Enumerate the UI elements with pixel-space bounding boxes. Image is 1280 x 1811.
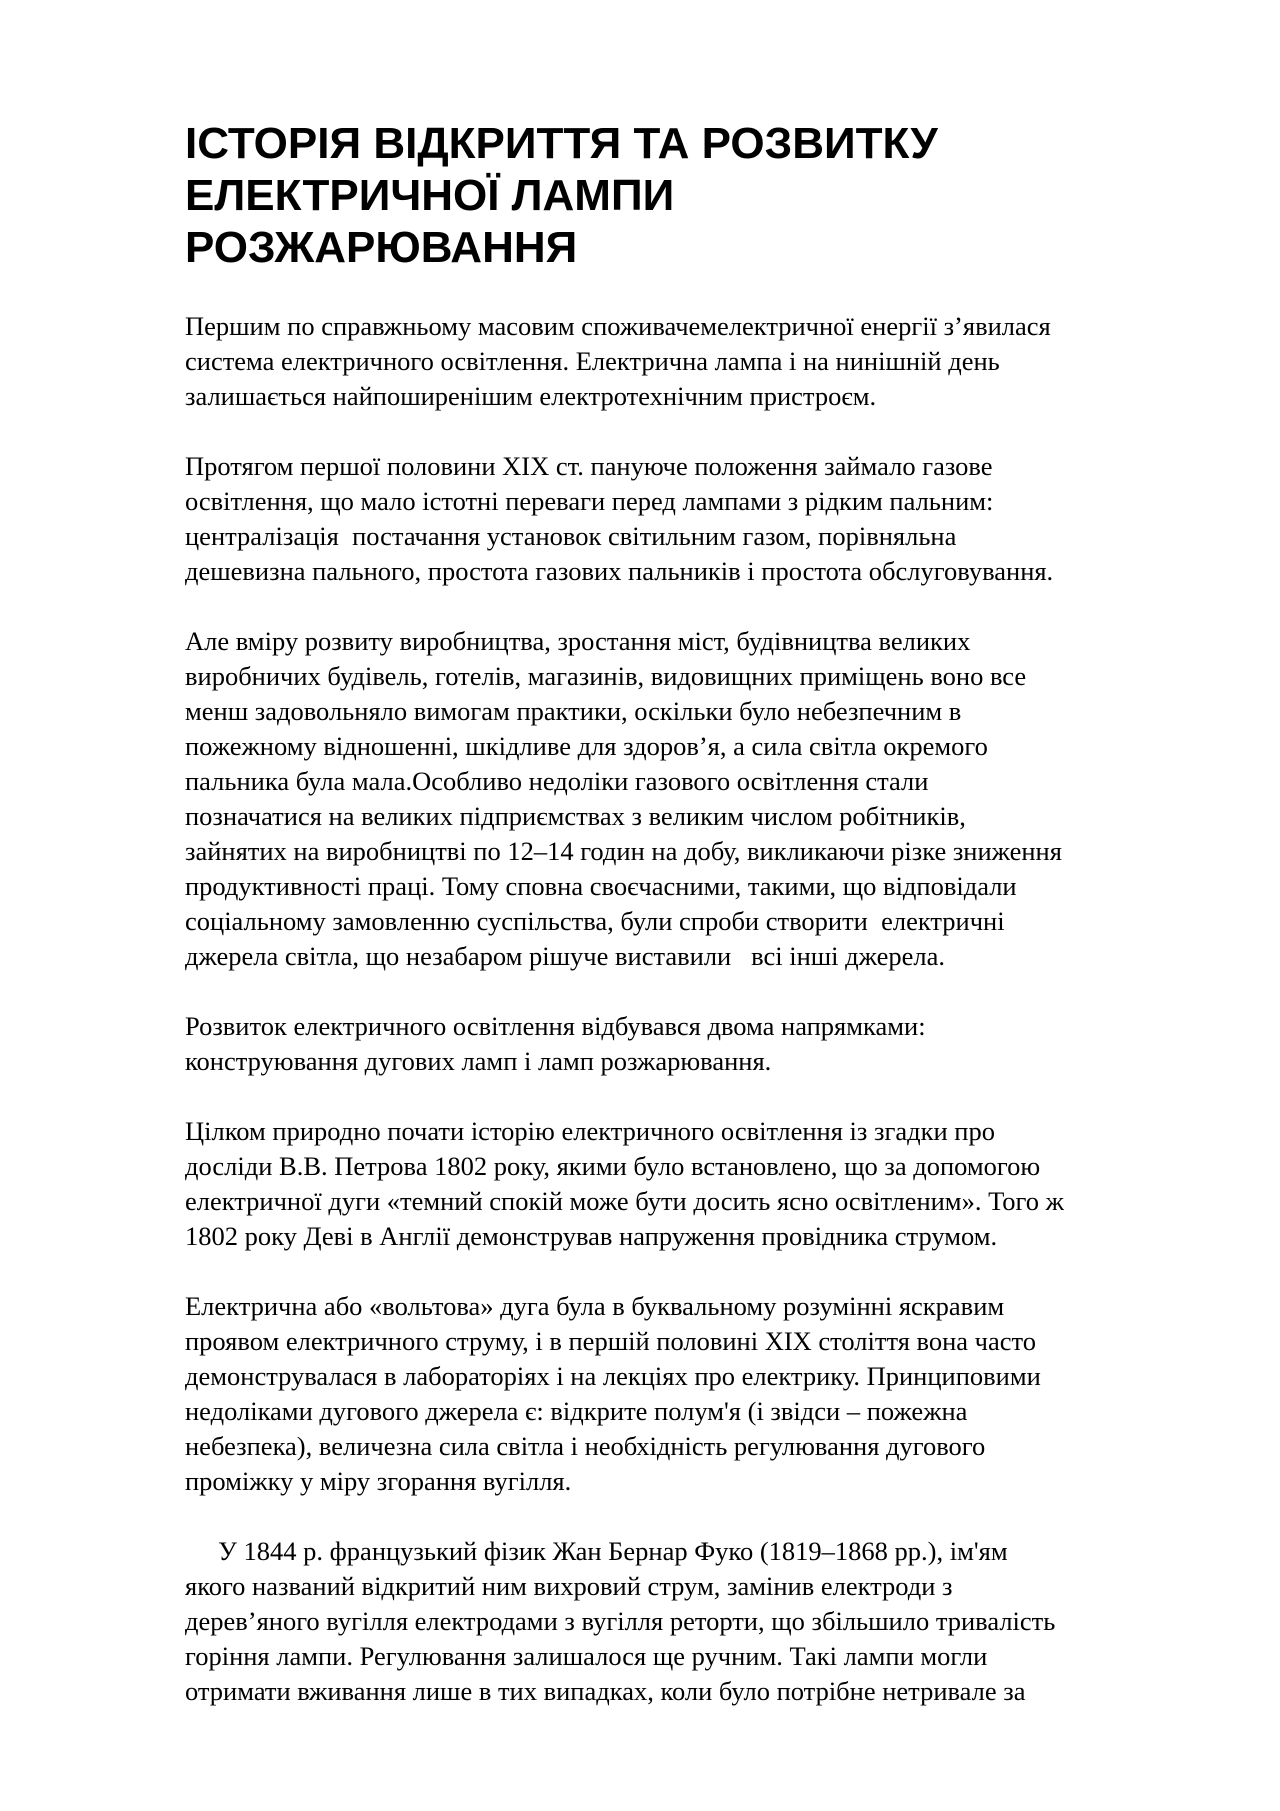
paragraph [185, 449, 1205, 589]
text-line: дерев’яного вугілля електродами з вугілля реторти, що збільшило тривалість [185, 1606, 1056, 1636]
text-line: соціальному замовленню суспільства, були спроби створити електричні [185, 906, 1005, 936]
text-line: продуктивності праці. Тому сповна своєчасними, такими, що відповідали [185, 871, 1017, 901]
text-line: позначатися на великих підприємствах з великим числом робітників, [185, 801, 966, 831]
text-line: Електрична або «вольтова» дуга була в буквальному розумінні яскравим [185, 1291, 1005, 1321]
text-line: дешевизна пального, простота газових пальників і простота обслуговування. [185, 556, 1054, 586]
text-line: виробничих будівель, готелів, магазинів, видовищних приміщень воно все [185, 661, 1027, 691]
text-line: Першим по справжньому масовим споживачемелектричної енергії з’явилася [185, 311, 1051, 341]
page-title [185, 118, 1205, 274]
text-line: Розвиток електричного освітлення відбувався двома напрямками: [185, 1011, 926, 1041]
title-line: РОЗЖАРЮВАННЯ [185, 223, 578, 272]
title-line: ЕЛЕКТРИЧНОЇ ЛАМПИ [185, 171, 675, 220]
text-line: досліди В.В. Петрова 1802 року, якими було встановлено, що за допомогою [185, 1151, 1041, 1181]
text-line: У 1844 р. французький фізик Жан Бернар Фуко (1819–1868 рр.), ім'ям [185, 1536, 1008, 1566]
text-line: система електричного освітлення. Електрична лампа і на нинішній день [185, 346, 1000, 376]
text-line: якого названий відкритий ним вихровий струм, замінив електроди з [185, 1571, 953, 1601]
text-line: Протягом першої половини ХІХ ст. пануюче положення займало газове [185, 451, 993, 481]
paragraph [185, 1289, 1205, 1499]
text-line: 1802 року Деві в Англії демонстрував напруження провідника струмом. [185, 1221, 998, 1251]
paragraph [185, 309, 1205, 414]
text-line: горіння лампи. Регулювання залишалося ще ручним. Такі лампи могли [185, 1641, 988, 1671]
text-line: електричної дуги «темний спокій може бути досить ясно освітленим». Того ж [185, 1186, 1064, 1216]
text-line: отримати вживання лише в тих випадках, коли було потрібне нетривале за [185, 1676, 1026, 1706]
text-line: небезпека), величезна сила світла і необхідність регулювання дугового [185, 1431, 986, 1461]
text-line: Цілком природно почати історію електричного освітлення із згадки про [185, 1116, 995, 1146]
text-line: пожежному відношенні, шкідливе для здоров’я, а сила світла окремого [185, 731, 988, 761]
paragraph [185, 1534, 1205, 1709]
text-line: джерела світла, що незабаром рішуче виставили всі інші джерела. [185, 941, 945, 971]
text-line: Але вміру розвиту виробництва, зростання міст, будівництва великих [185, 626, 971, 656]
text-line: проявом електричного струму, і в першій половині ХІХ століття вона часто [185, 1326, 1037, 1356]
title-line: ІСТОРІЯ ВІДКРИТТЯ ТА РОЗВИТКУ [185, 119, 938, 168]
text-line: централізація постачання установок світильним газом, порівняльна [185, 521, 957, 551]
text-line: пальника була мала.Особливо недоліки газового освітлення стали [185, 766, 929, 796]
text-line: освітлення, що мало істотні переваги перед лампами з рідким пальним: [185, 486, 994, 516]
text-line: залишається найпоширенішим електротехнічним пристроєм. [185, 381, 877, 411]
paragraph [185, 1009, 1205, 1079]
paragraph [185, 624, 1205, 974]
text-line: менш задовольняло вимогам практики, оскільки було небезпечним в [185, 696, 962, 726]
text-line: проміжку у міру згорання вугілля. [185, 1466, 572, 1496]
text-line: демонструвалася в лабораторіях і на лекціях про електрику. Принциповими [185, 1361, 1041, 1391]
paragraph [185, 1114, 1205, 1254]
text-line: зайнятих на виробництві по 12–14 годин на добу, викликаючи різке зниження [185, 836, 1062, 866]
document-body [185, 118, 1205, 1744]
text-line: недоліками дугового джерела є: відкрите полум'я (і звідси – пожежна [185, 1396, 968, 1426]
text-line: конструювання дугових ламп і ламп розжарювання. [185, 1046, 772, 1076]
